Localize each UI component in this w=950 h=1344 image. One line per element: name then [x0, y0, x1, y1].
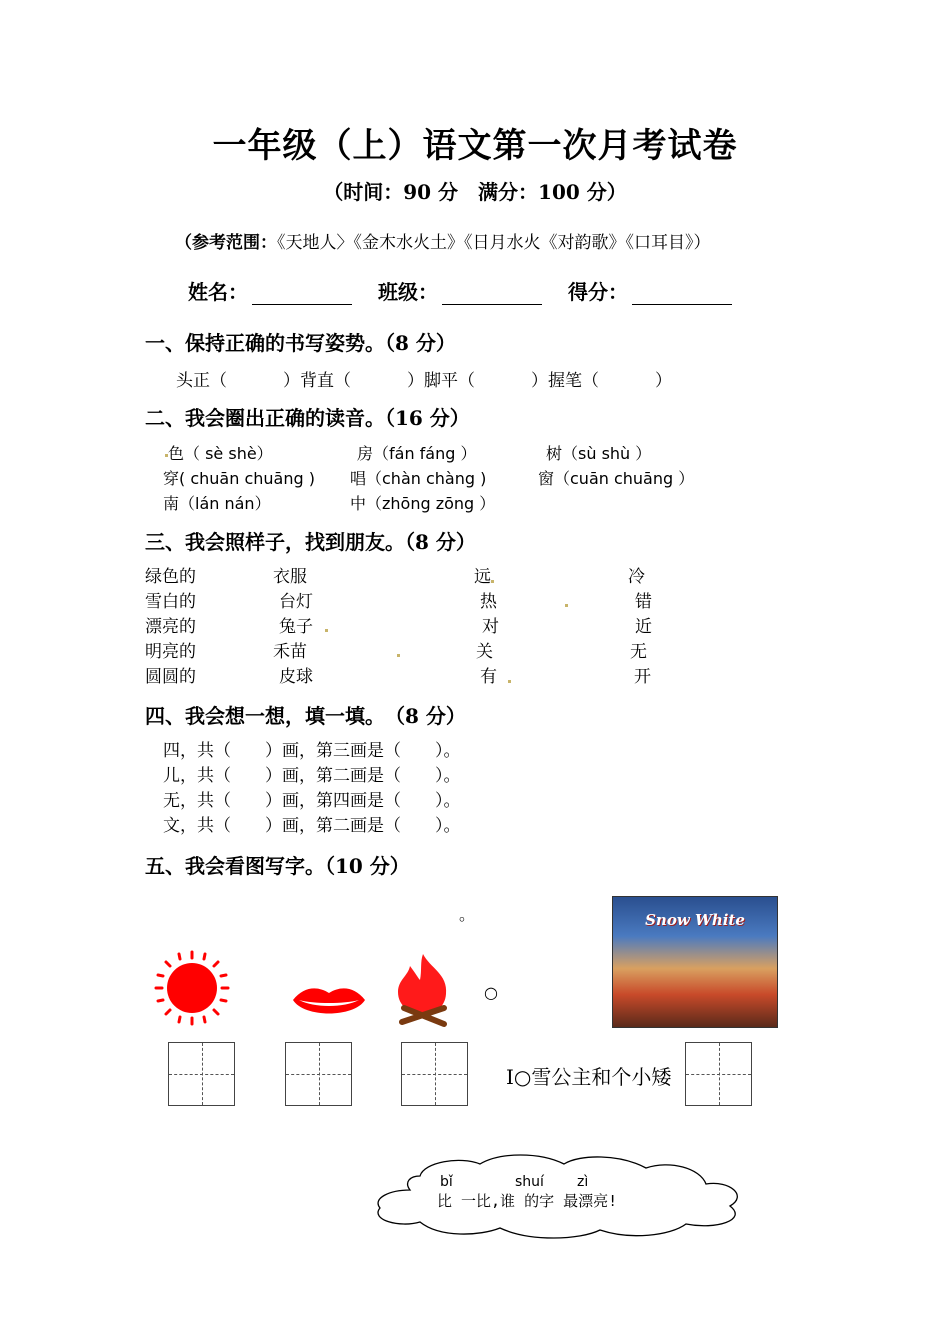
exam-info: （时间：90 分 满分：100 分）	[323, 180, 627, 204]
pinyin-item: 树（sù shù ）	[546, 444, 652, 463]
list-item: 开	[634, 667, 651, 687]
pinyin-item: 中（zhōng zōng ）	[350, 494, 496, 513]
list-item: 无，共（ ）画，第四画是（ ）。	[163, 791, 461, 811]
list-item: 远	[474, 567, 491, 587]
cloud-pinyin-1: bǐ	[440, 1174, 453, 1190]
list-item: 关	[476, 642, 493, 662]
word-column	[474, 565, 499, 690]
posture-item: 头正（	[176, 371, 227, 391]
name-field[interactable]	[188, 276, 352, 305]
class-label: 班级：	[378, 280, 438, 304]
circle-mark: ○	[484, 983, 498, 1002]
list-item: 四，共（ ）画，第三画是（ ）。	[163, 741, 461, 761]
pinyin-item: 房（fán fáng ）	[357, 444, 477, 463]
cloud-pinyin-2: shuí	[515, 1174, 544, 1190]
snow-white-poster: Snow White	[612, 896, 778, 1028]
caption-prefix: I○	[506, 1065, 532, 1089]
list-item: 台灯	[279, 592, 313, 612]
posture-item: ）背直（	[283, 371, 351, 391]
class-field[interactable]	[378, 276, 542, 305]
stroke-questions	[163, 739, 461, 839]
lips-icon	[290, 982, 368, 1022]
section-5-heading: 五、我会看图写字。（10 分）	[145, 854, 410, 878]
score-field[interactable]	[568, 276, 732, 305]
page-title: 一年级（上）语文第一次月考试卷	[212, 126, 738, 166]
list-item: 近	[635, 617, 652, 637]
list-item: 漂亮的	[145, 617, 196, 637]
name-blank[interactable]	[252, 282, 352, 305]
pinyin-item: 南（lán nán）	[163, 494, 271, 513]
snow-white-caption	[506, 1061, 671, 1090]
cloud-text: 比 一比,谁 的字 最漂亮!	[437, 1192, 618, 1210]
section-2-heading: 二、我会圈出正确的读音。（16 分）	[145, 406, 470, 430]
adjective-column	[145, 565, 196, 690]
pinyin-item: 唱（chàn chàng )	[350, 469, 487, 488]
list-item: 禾苗	[273, 642, 307, 662]
posture-item: ）脚平（	[407, 371, 475, 391]
pinyin-item: 色（ sè shè）	[168, 444, 273, 463]
caption-text: 雪公主和个小矮	[531, 1065, 672, 1089]
list-item: 明亮的	[145, 642, 196, 662]
list-item: 冷	[628, 567, 645, 587]
sun-icon	[152, 948, 232, 1028]
score-label: 得分：	[568, 280, 628, 304]
list-item: 有	[480, 667, 497, 687]
scope-label: （参考范围：	[175, 233, 277, 253]
antonym-column	[628, 565, 652, 690]
period-mark: 。	[459, 905, 476, 924]
section-1-heading: 一、保持正确的书写姿势。（8 分）	[145, 331, 456, 355]
pinyin-item: 穿( chuān chuāng )	[163, 469, 315, 488]
cloud-pinyin-3: zì	[577, 1174, 589, 1190]
list-item: 错	[635, 592, 652, 612]
list-item: 无	[630, 642, 647, 662]
list-item: 圆圆的	[145, 667, 196, 687]
writing-box[interactable]	[401, 1042, 468, 1106]
fire-icon	[392, 952, 454, 1028]
class-blank[interactable]	[442, 282, 542, 305]
list-item: 兔子	[279, 617, 313, 637]
list-item: 雪白的	[145, 592, 196, 612]
posture-item: ）握笔（	[531, 371, 599, 391]
score-blank[interactable]	[632, 282, 732, 305]
list-item: 热	[480, 592, 497, 612]
list-item: 对	[482, 617, 499, 637]
name-label: 姓名：	[188, 280, 248, 304]
section-4-heading: 四、我会想一想，填一填。 （8 分）	[145, 704, 466, 728]
writing-box[interactable]	[685, 1042, 752, 1106]
list-item: 衣服	[273, 567, 307, 587]
posture-item: ）	[655, 371, 672, 391]
list-item: 绿色的	[145, 567, 196, 587]
scope-text: 《天地人〉《金木水火土》《日月水火《对韵歌》《口耳目》）	[277, 233, 711, 253]
reference-scope	[175, 228, 711, 253]
writing-box[interactable]	[168, 1042, 235, 1106]
writing-box[interactable]	[285, 1042, 352, 1106]
list-item: 皮球	[279, 667, 313, 687]
list-item: 儿，共（ ）画，第二画是（ ）。	[163, 766, 461, 786]
noun-column	[273, 565, 313, 690]
section-3-heading: 三、我会照样子，找到朋友。（8 分）	[145, 530, 476, 554]
list-item: 文，共（ ）画，第二画是（ ）。	[163, 816, 461, 836]
pinyin-item: 窗（cuān chuāng ）	[538, 469, 695, 488]
